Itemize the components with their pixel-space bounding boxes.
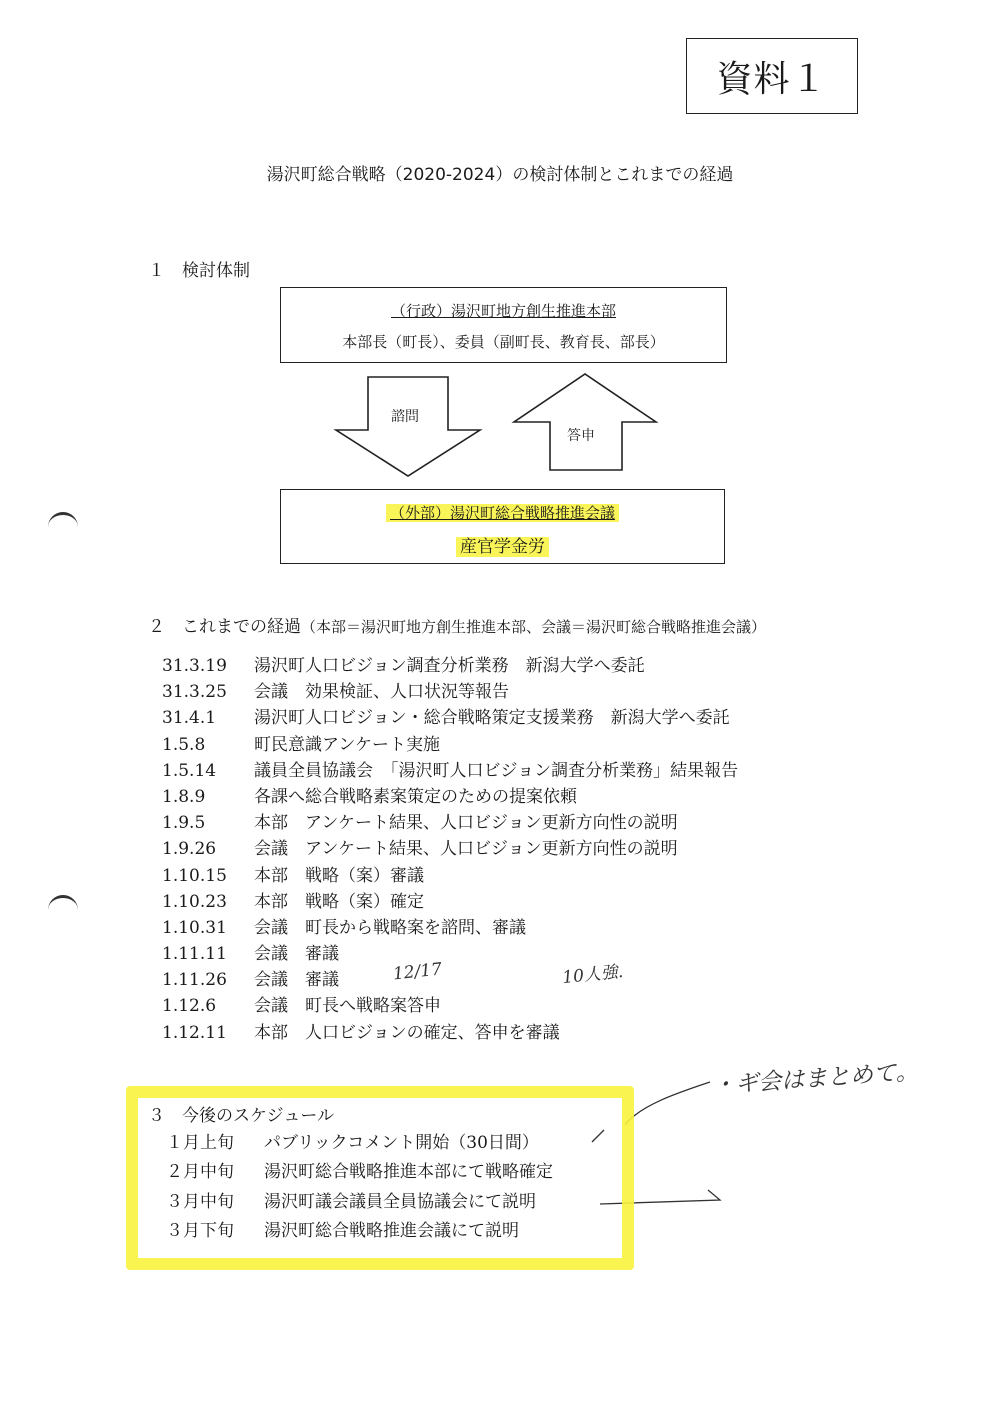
- admin-org-members: 本部長（町長）、委員（副町長、教育長、部長）: [342, 333, 665, 351]
- timeline-date: 31.4.1: [162, 708, 217, 729]
- schedule-when: １月上旬: [166, 1133, 234, 1153]
- timeline-row: [162, 756, 738, 782]
- timeline-date: 1.11.11: [162, 944, 227, 965]
- timeline-row: [162, 677, 738, 703]
- document-label-text: 資料１: [716, 58, 828, 100]
- timeline-row: [162, 782, 738, 808]
- handwritten-attendance: 10人強.: [561, 961, 625, 989]
- timeline-date: 1.10.31: [162, 917, 227, 938]
- handwritten-note: ・ギ会はまとめて。: [711, 1058, 920, 1100]
- timeline-date: 1.9.26: [162, 839, 217, 860]
- timeline-date: 31.3.19: [162, 656, 227, 676]
- timeline-text: 会議 アンケート結果、人口ビジョン更新方向性の説明: [254, 839, 678, 860]
- section3-number: ３: [148, 1106, 165, 1126]
- timeline-row: [162, 913, 738, 939]
- section1-title: 検討体制: [182, 261, 250, 281]
- schedule-what: 湯沢町総合戦略推進本部にて戦略確定: [264, 1162, 553, 1183]
- timeline-row: [162, 703, 738, 729]
- timeline-text: 本部 人口ビジョンの確定、答申を審議: [254, 1022, 560, 1043]
- section2-number: ２: [148, 617, 165, 637]
- section2-title: これまでの経過: [182, 617, 301, 637]
- timeline-date: 1.10.15: [162, 865, 227, 886]
- timeline-text: 湯沢町人口ビジョン調査分析業務 新潟大学へ委託: [254, 656, 645, 676]
- punch-hole-mark: [48, 512, 78, 542]
- schedule-when: ２月中旬: [166, 1162, 234, 1183]
- external-council-members: 産官学金労: [456, 537, 549, 557]
- section2-note: （本部＝湯沢町地方創生推進本部、会議＝湯沢町総合戦略推進会議）: [301, 618, 767, 636]
- timeline-text: 会議 効果検証、人口状況等報告: [254, 682, 509, 703]
- schedule-row: [166, 1216, 553, 1245]
- timeline-row: [162, 834, 738, 860]
- external-council-box: [280, 489, 725, 564]
- timeline-text: 会議 審議: [254, 970, 339, 991]
- timeline-text: 会議 町長へ戦略案答申: [254, 996, 441, 1017]
- external-council-name: （外部）湯沢町総合戦略推進会議: [386, 504, 619, 522]
- schedule-when: ３月中旬: [166, 1191, 234, 1212]
- timeline-row: [162, 861, 738, 887]
- timeline-text: 湯沢町人口ビジョン・総合戦略策定支援業務 新潟大学へ委託: [254, 708, 730, 729]
- admin-org-box: [280, 287, 727, 363]
- section1-number: １: [148, 261, 165, 281]
- timeline-text: 議員全員協議会 「湯沢町人口ビジョン調査分析業務」結果報告: [254, 760, 739, 781]
- timeline-date: 1.9.5: [162, 813, 206, 834]
- consultation-arrows: [330, 372, 670, 482]
- timeline-text: 町民意識アンケート実施: [254, 734, 440, 755]
- timeline-text: 本部 戦略（案）確定: [254, 891, 424, 912]
- timeline-row: [162, 939, 738, 965]
- schedule-row: [166, 1128, 553, 1157]
- timeline-date: 1.8.9: [162, 786, 206, 807]
- timeline-text: 会議 審議: [254, 944, 339, 965]
- timeline-text: 各課へ総合戦略素案策定のための提案依頼: [254, 786, 577, 807]
- section3-heading: [148, 1101, 334, 1126]
- timeline-row: [162, 651, 738, 677]
- schedule-list: [166, 1128, 553, 1245]
- timeline-row: [162, 965, 738, 991]
- document-label: [686, 38, 858, 114]
- arrow-down-label: 諮問: [391, 409, 419, 425]
- arrow-up-icon: [514, 374, 656, 470]
- schedule-row: [166, 1157, 553, 1186]
- handwritten-date: 12/17: [392, 959, 443, 985]
- timeline-date: 1.5.8: [162, 734, 206, 755]
- punch-hole-mark: [48, 895, 78, 925]
- timeline-date: 1.11.26: [162, 970, 227, 991]
- timeline-row: [162, 1018, 738, 1044]
- timeline-row: [162, 991, 738, 1017]
- schedule-what: 湯沢町議会議員全員協議会にて説明: [264, 1191, 536, 1212]
- timeline-text: 本部 アンケート結果、人口ビジョン更新方向性の説明: [254, 813, 678, 834]
- admin-org-name: （行政）湯沢町地方創生推進本部: [390, 302, 616, 320]
- section3-title: 今後のスケジュール: [182, 1106, 334, 1126]
- document-title: 湯沢町総合戦略（2020-2024）の検討体制とこれまでの経過: [266, 165, 734, 185]
- timeline-date: 1.5.14: [162, 760, 217, 781]
- section2-heading: [148, 612, 766, 637]
- timeline-list: [162, 651, 738, 1044]
- section1-heading: [148, 256, 250, 281]
- timeline-text: 本部 戦略（案）審議: [254, 865, 424, 886]
- schedule-what: パブリックコメント開始（30日間）: [264, 1133, 539, 1153]
- timeline-text: 会議 町長から戦略案を諮問、審議: [254, 917, 526, 938]
- schedule-when: ３月下旬: [166, 1220, 234, 1241]
- timeline-row: [162, 730, 738, 756]
- timeline-row: [162, 887, 738, 913]
- timeline-date: 1.10.23: [162, 891, 227, 912]
- timeline-date: 1.12.11: [162, 1022, 227, 1043]
- timeline-date: 31.3.25: [162, 682, 227, 703]
- arrow-up-label: 答申: [567, 428, 595, 444]
- timeline-row: [162, 808, 738, 834]
- timeline-date: 1.12.6: [162, 996, 217, 1017]
- schedule-what: 湯沢町総合戦略推進会議にて説明: [264, 1220, 519, 1241]
- schedule-row: [166, 1187, 553, 1216]
- arrow-down-icon: [336, 377, 480, 476]
